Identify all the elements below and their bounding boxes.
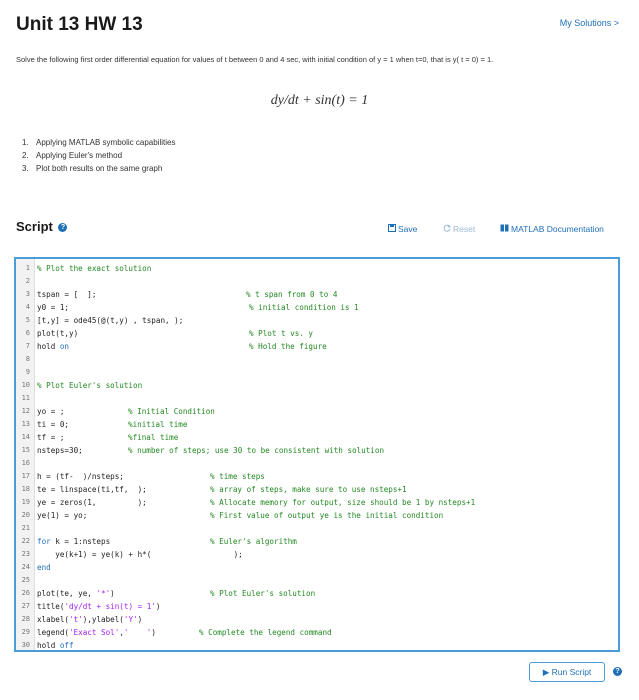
code-text: % Plot Euler's solution	[37, 381, 143, 390]
code-text: [t,y] = ode45(@(t,y) , tspan, );	[37, 316, 184, 325]
code-text: title('dy/dt + sin(t) = 1')	[37, 602, 161, 611]
code-line[interactable]	[16, 561, 618, 574]
line-number: 8	[25, 355, 30, 363]
line-number: 29	[21, 628, 30, 636]
code-text: tspan = [ ];	[37, 290, 97, 299]
code-text: end	[37, 563, 51, 572]
line-number: 1	[25, 264, 30, 272]
code-line[interactable]	[16, 405, 618, 418]
reset-button[interactable]	[443, 224, 475, 234]
list-item	[22, 149, 175, 162]
reset-label: Reset	[453, 224, 476, 234]
code-line[interactable]	[16, 379, 618, 392]
code-comment: % number of steps; use 30 to be consistent with solution	[128, 446, 385, 455]
code-comment: % Complete the legend command	[199, 628, 332, 637]
code-comment: % array of steps, make sure to use nsteps+1	[210, 485, 407, 494]
code-text: y0 = 1;	[37, 303, 70, 312]
line-number: 28	[21, 615, 30, 623]
code-text: h = (tf- )/nsteps;	[37, 472, 124, 481]
code-line[interactable]	[16, 431, 618, 444]
step-number: 2.	[22, 151, 29, 160]
save-button[interactable]	[388, 224, 417, 234]
code-line[interactable]	[16, 496, 618, 509]
code-line[interactable]	[16, 353, 618, 366]
code-text: plot(t,y)	[37, 329, 79, 338]
list-item	[22, 136, 175, 149]
code-line[interactable]	[16, 262, 618, 275]
code-line[interactable]	[16, 522, 618, 535]
play-icon: ▶	[542, 667, 550, 677]
code-comment: % Allocate memory for output, size should be 1 by nsteps+1	[210, 498, 476, 507]
script-heading-label: Script	[16, 219, 53, 234]
code-line[interactable]	[16, 301, 618, 314]
code-comment: % Initial Condition	[128, 407, 215, 416]
line-number: 27	[21, 602, 30, 610]
run-script-button[interactable]	[529, 662, 605, 682]
line-number: 19	[21, 498, 30, 506]
step-text: Plot both results on the same graph	[36, 164, 163, 173]
line-number: 13	[21, 420, 30, 428]
code-line[interactable]	[16, 587, 618, 600]
save-label: Save	[398, 224, 418, 234]
code-line[interactable]	[16, 275, 618, 288]
code-line[interactable]	[16, 314, 618, 327]
step-number: 1.	[22, 138, 29, 147]
code-line[interactable]	[16, 444, 618, 457]
line-number: 7	[25, 342, 30, 350]
line-number: 24	[21, 563, 30, 571]
step-number: 3.	[22, 164, 29, 173]
code-line[interactable]	[16, 548, 618, 561]
line-number: 21	[21, 524, 30, 532]
problem-description: Solve the following first order differential equation for values of t between 0 and 4 sec, with initial condition of y = 1 when t=0, that is y( t = 0) = 1.	[16, 55, 494, 64]
code-text: hold off	[37, 641, 74, 650]
code-comment: %initial time	[128, 420, 188, 429]
code-line[interactable]	[16, 626, 618, 639]
code-line[interactable]	[16, 639, 618, 652]
code-line[interactable]	[16, 613, 618, 626]
run-script-label: Run Script	[551, 667, 592, 677]
code-text: xlabel('t'),ylabel('Y')	[37, 615, 143, 624]
code-line[interactable]	[16, 327, 618, 340]
script-heading	[16, 219, 67, 234]
code-comment: % First value of output ye is the initial condition	[210, 511, 444, 520]
code-text: hold on	[37, 342, 70, 351]
code-line[interactable]	[16, 535, 618, 548]
line-number: 20	[21, 511, 30, 519]
floppy-disk-icon	[388, 224, 396, 234]
step-text: Applying Euler's method	[36, 151, 123, 160]
code-comment: %final time	[128, 433, 179, 442]
code-comment: % Euler's algorithm	[210, 537, 297, 546]
code-text: for k = 1:nsteps	[37, 537, 111, 546]
code-editor[interactable]	[14, 257, 620, 652]
code-text: tf = ;	[37, 433, 65, 442]
code-text: ye(k+1) = ye(k) + h*( );	[37, 550, 243, 559]
help-icon[interactable]: ?	[613, 667, 622, 676]
code-comment: % initial condition is 1	[249, 303, 359, 312]
code-text: nsteps=30;	[37, 446, 83, 455]
code-line[interactable]	[16, 366, 618, 379]
code-line[interactable]	[16, 288, 618, 301]
code-line[interactable]	[16, 457, 618, 470]
code-line[interactable]	[16, 340, 618, 353]
line-number: 9	[25, 368, 30, 376]
code-line[interactable]	[16, 600, 618, 613]
line-number: 25	[21, 576, 30, 584]
line-number: 23	[21, 550, 30, 558]
code-text: ye(1) = yo;	[37, 511, 88, 520]
steps-list	[22, 136, 175, 175]
line-number: 2	[25, 277, 30, 285]
help-icon[interactable]: ?	[58, 223, 67, 232]
code-text: % Plot the exact solution	[37, 264, 152, 273]
line-number: 6	[25, 329, 30, 337]
code-line[interactable]	[16, 574, 618, 587]
code-comment: % Plot Euler's solution	[210, 589, 316, 598]
line-number: 15	[21, 446, 30, 454]
code-comment: % time steps	[210, 472, 265, 481]
line-number: 12	[21, 407, 30, 415]
line-number: 11	[21, 394, 30, 402]
doc-label: MATLAB Documentation	[511, 224, 604, 234]
code-text: legend('Exact Sol',' ')	[37, 628, 156, 637]
line-number: 5	[25, 316, 30, 324]
equation: dy/dt + sin(t) = 1	[270, 93, 369, 108]
line-number: 17	[21, 472, 30, 480]
code-line[interactable]	[16, 470, 618, 483]
step-text: Applying MATLAB symbolic capabilities	[36, 138, 176, 147]
code-text: plot(te, ye, '*')	[37, 589, 115, 598]
code-text: ti = 0;	[37, 420, 70, 429]
line-number: 18	[21, 485, 30, 493]
line-number: 14	[21, 433, 30, 441]
code-comment: % t span from 0 to 4	[246, 290, 338, 299]
line-number: 3	[25, 290, 30, 298]
line-number: 10	[21, 381, 30, 389]
matlab-documentation-link[interactable]	[500, 224, 604, 234]
code-lines	[16, 262, 618, 652]
code-line[interactable]	[16, 509, 618, 522]
code-text: ye = zeros(1, );	[37, 498, 147, 507]
list-item	[22, 162, 175, 175]
reset-icon	[443, 224, 451, 234]
line-number: 22	[21, 537, 30, 545]
my-solutions-link[interactable]: My Solutions >	[559, 18, 619, 28]
line-number: 4	[25, 303, 30, 311]
book-icon	[500, 224, 509, 234]
code-comment: % Hold the figure	[249, 342, 327, 351]
code-line[interactable]	[16, 392, 618, 405]
line-number: 30	[21, 641, 30, 649]
line-number: 16	[21, 459, 30, 467]
code-text: te = linspace(ti,tf, );	[37, 485, 147, 494]
code-line[interactable]	[16, 483, 618, 496]
code-text: yo = ;	[37, 407, 65, 416]
code-line[interactable]	[16, 418, 618, 431]
code-comment: % Plot t vs. y	[249, 329, 314, 338]
line-number: 26	[21, 589, 30, 597]
page-title: Unit 13 HW 13	[16, 14, 143, 35]
